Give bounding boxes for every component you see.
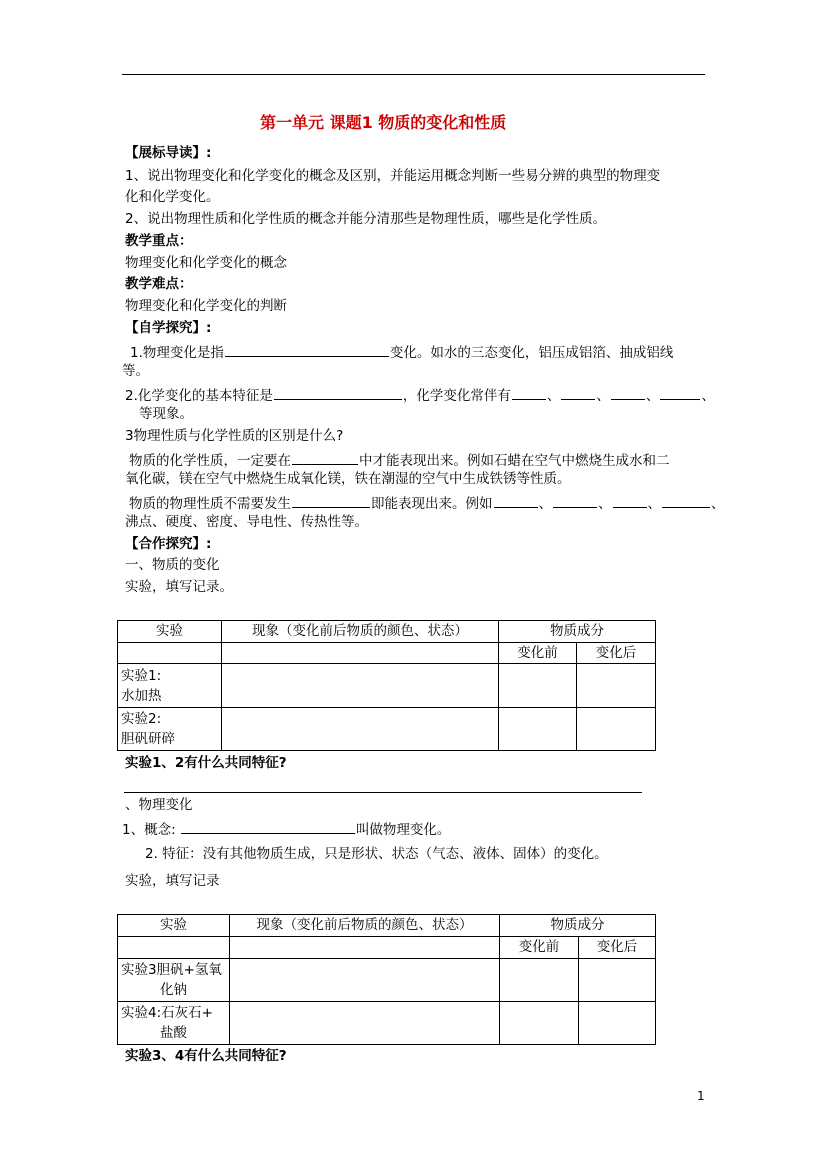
table-cell[interactable]	[222, 643, 499, 664]
question-3: 3物理性质与化学性质的区别是什么?	[125, 428, 344, 444]
chemical-property-line1	[129, 450, 670, 469]
concept-prefix: 1、概念:	[122, 822, 176, 838]
physical-change-heading: 、物理变化	[125, 797, 193, 813]
q2-prefix: 2.化学变化的基本特征是	[125, 388, 273, 404]
q1-prefix: 1.物理变化是指	[130, 345, 224, 361]
feature-line: 2. 特征：没有其他物质生成，只是形状、状态（气态、液体、固体）的变化。	[145, 846, 608, 862]
experiment-label	[118, 708, 222, 751]
experiment-label	[118, 959, 230, 1002]
separator: 、	[701, 388, 715, 404]
answer-blank[interactable]	[512, 385, 546, 400]
answer-line[interactable]	[124, 792, 642, 793]
experiment-label-line1: 实验1:	[121, 667, 162, 684]
header-experiment: 实验	[118, 915, 230, 937]
answer-blank[interactable]	[662, 493, 710, 508]
table-cell[interactable]	[579, 959, 656, 1002]
objective-1-line2: 化和化学变化。	[125, 189, 220, 205]
key-point-label: 教学重点：	[125, 233, 193, 249]
table-cell[interactable]	[230, 959, 500, 1002]
table-cell[interactable]	[222, 708, 499, 751]
table-cell[interactable]	[222, 664, 499, 708]
experiment-label-line2: 盐酸	[160, 1025, 187, 1041]
table-cell[interactable]	[118, 643, 222, 664]
separator: 、	[596, 388, 610, 404]
chem-prefix: 物质的化学性质，一定要在	[129, 453, 291, 469]
table-cell[interactable]	[118, 937, 230, 959]
question-2-line2: 等现象。	[139, 406, 193, 422]
table-cell[interactable]	[499, 708, 577, 751]
chem-suffix: 中才能表现出来。例如石蜡在空气中燃烧生成水和二	[359, 453, 670, 469]
header-phenomenon: 现象（变化前后物质的颜色、状态）	[222, 621, 499, 643]
experiment-label-line2: 化钠	[160, 982, 187, 998]
header-composition: 物质成分	[499, 621, 656, 643]
separator: 、	[711, 496, 725, 512]
table-cell[interactable]	[230, 1002, 500, 1045]
phys-middle: 即能表现出来。例如	[371, 496, 493, 512]
objective-1-line1: 1、说出物理变化和化学变化的概念及区别，并能运用概念判断一些易分辨的典型的物理变	[125, 168, 661, 184]
answer-blank[interactable]	[660, 385, 700, 400]
chemical-property-line2: 氧化碳，镁在空气中燃烧生成氧化镁，铁在潮湿的空气中生成铁锈等性质。	[125, 471, 571, 487]
answer-blank[interactable]	[561, 385, 595, 400]
header-before: 变化前	[500, 937, 579, 959]
question-exp-3-4: 实验3、4有什么共同特征?	[125, 1048, 287, 1064]
experiment-label-line2: 水加热	[121, 687, 162, 704]
section-heading-self-study: 【自学探究】:	[125, 320, 212, 336]
section-heading-guide: 【展标导读】:	[125, 145, 212, 161]
question-1-line2: 等。	[122, 363, 149, 379]
experiment-label-line1: 实验4:石灰石+	[121, 1004, 213, 1021]
header-before: 变化前	[499, 643, 577, 664]
question-exp-1-2: 实验1、2有什么共同特征?	[125, 755, 287, 771]
separator: 、	[647, 496, 661, 512]
separator: 、	[538, 496, 552, 512]
separator: 、	[598, 496, 612, 512]
question-1-line1	[130, 342, 673, 361]
difficulty-text: 物理变化和化学变化的判断	[125, 298, 287, 314]
answer-blank[interactable]	[613, 493, 647, 508]
page-title: 第一单元 课题1 物质的变化和性质	[260, 113, 507, 132]
header-experiment: 实验	[118, 621, 222, 643]
physical-property-line2: 沸点、硬度、密度、导电性、传热性等。	[125, 514, 368, 530]
q2-middle: ，化学变化常伴有	[402, 388, 511, 404]
table-cell[interactable]	[577, 664, 656, 708]
answer-blank[interactable]	[225, 342, 389, 357]
table-cell[interactable]	[500, 1002, 579, 1045]
q1-suffix: 变化。如水的三态变化，铝压成铝箔、抽成铝线	[389, 345, 674, 361]
answer-blank[interactable]	[181, 819, 355, 834]
answer-blank[interactable]	[611, 385, 645, 400]
question-2-line1	[125, 385, 715, 404]
instruction-1: 实验，填写记录。	[125, 579, 233, 595]
table-cell[interactable]	[230, 937, 500, 959]
header-after: 变化后	[577, 643, 656, 664]
table-cell[interactable]	[579, 1002, 656, 1045]
table-cell[interactable]	[577, 708, 656, 751]
answer-blank[interactable]	[292, 450, 358, 465]
section-heading-cooperative: 【合作探究】:	[125, 536, 212, 552]
header-rule	[122, 74, 705, 75]
separator: 、	[645, 388, 660, 404]
answer-blank[interactable]	[292, 493, 370, 508]
experiment-label	[118, 1002, 230, 1045]
experiment-label	[118, 664, 222, 708]
instruction-2: 实验，填写记录	[125, 873, 220, 889]
experiment-label-line1: 实验2:	[121, 711, 162, 727]
experiment-label-line2: 胆矾研碎	[121, 731, 175, 748]
table-cell[interactable]	[499, 664, 577, 708]
difficulty-label: 教学难点：	[125, 276, 193, 292]
table-cell[interactable]	[500, 959, 579, 1002]
answer-blank[interactable]	[274, 385, 402, 400]
key-point-text: 物理变化和化学变化的概念	[125, 255, 287, 271]
record-table-1	[117, 620, 656, 751]
header-phenomenon: 现象（变化前后物质的颜色、状态）	[230, 915, 500, 937]
phys-prefix: 物质的物理性质不需要发生	[129, 496, 291, 512]
separator: 、	[546, 388, 561, 404]
record-table-2	[117, 914, 656, 1045]
concept-line	[122, 819, 450, 838]
page-number: 1	[697, 1089, 705, 1103]
objective-2: 2、说出物理性质和化学性质的概念并能分清那些是物理性质，哪些是化学性质。	[125, 211, 607, 227]
subsection-material-change: 一、物质的变化	[125, 557, 220, 573]
experiment-label-line1: 实验3胆矾+氢氧	[121, 961, 222, 978]
header-after: 变化后	[579, 937, 656, 959]
concept-suffix: 叫做物理变化。	[355, 822, 451, 838]
physical-property-line1	[129, 493, 725, 512]
answer-blank[interactable]	[494, 493, 538, 508]
header-composition: 物质成分	[500, 915, 656, 937]
answer-blank[interactable]	[553, 493, 597, 508]
